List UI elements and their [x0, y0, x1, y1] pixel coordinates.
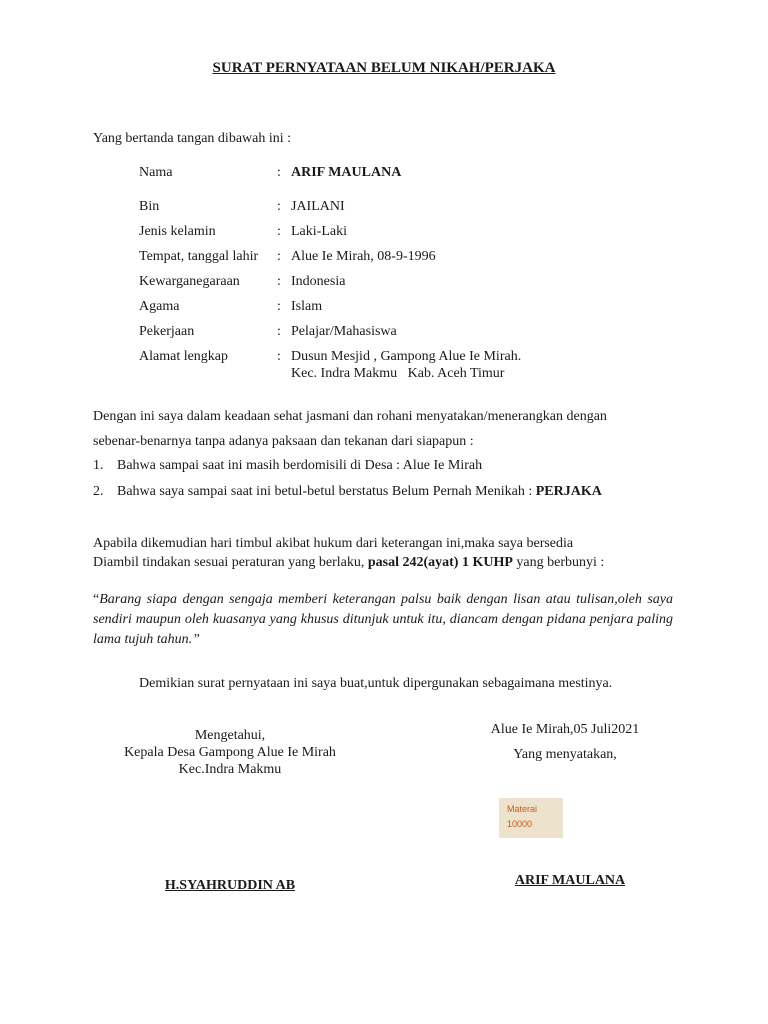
field-kewarganegaraan — [139, 274, 699, 294]
field-label: Tempat, tanggal lahir — [139, 249, 259, 264]
field-colon: : — [277, 249, 281, 264]
field-colon: : — [277, 274, 281, 289]
field-value: ARIF MAULANA — [291, 165, 402, 180]
field-label: Pekerjaan — [139, 324, 195, 339]
document-title: SURAT PERNYATAAN BELUM NIKAH/PERJAKA — [212, 60, 556, 76]
left-line-1: Mengetahui, — [194, 728, 266, 743]
field-tempat-tanggal-lahir — [139, 249, 699, 269]
left-line-3: Kec.Indra Makmu — [178, 762, 282, 777]
place-date: Alue Ie Mirah,05 Juli2021 — [490, 722, 640, 737]
consequence-pre: Diambil tindakan sesuai peraturan yang berlaku, — [93, 555, 368, 570]
pasal-reference: pasal 242(ayat) 1 KUHP — [367, 555, 513, 570]
list-text-main: Bahwa saya sampai saat ini betul-betul berstatus Belum Pernah Menikah : — [117, 484, 536, 499]
field-value: Islam — [291, 299, 323, 314]
field-bin — [139, 199, 699, 219]
left-line-2: Kepala Desa Gampong Alue Ie Mirah — [124, 745, 336, 760]
field-colon: : — [277, 299, 281, 314]
list-item — [93, 484, 675, 504]
field-colon: : — [277, 224, 281, 239]
yang-menyatakan: Yang menyatakan, — [513, 747, 617, 762]
materai-stamp — [499, 798, 563, 838]
quote-open-mark: “ — [93, 592, 100, 607]
field-label: Alamat lengkap — [139, 349, 229, 364]
list-item — [93, 458, 675, 478]
field-colon: : — [277, 165, 281, 180]
field-jenis-kelamin — [139, 224, 699, 244]
field-value: Dusun Mesjid , Gampong Alue Ie Mirah. — [291, 349, 522, 364]
field-agama — [139, 299, 699, 319]
list-text: Bahwa sampai saat ini masih berdomisili di Desa : Alue Ie Mirah — [117, 458, 483, 473]
signatory-left-name: H.SYAHRUDDIN AB — [164, 878, 296, 893]
list-text — [117, 484, 602, 500]
list-number: 1. — [93, 458, 104, 473]
field-alamat-lengkap — [139, 349, 699, 389]
signature-block-left — [90, 727, 370, 778]
stamp-label: Materai — [507, 804, 538, 814]
field-value: Indonesia — [291, 274, 346, 289]
consequence-paragraph — [93, 534, 693, 572]
closing-sentence: Demikian surat pernyataan ini saya buat,untuk dipergunakan sebagaimana mestinya. — [139, 676, 613, 691]
consequence-post: yang berbunyi : — [512, 555, 605, 570]
consequence-line-1: Apabila dikemudian hari timbul akibat hukum dari keterangan ini,maka saya bersedia — [93, 536, 574, 551]
intro-text: Yang bertanda tangan dibawah ini : — [93, 131, 292, 146]
field-pekerjaan — [139, 324, 699, 344]
field-colon: : — [277, 349, 281, 364]
field-value: Laki-Laki — [291, 224, 347, 239]
quote-paragraph — [93, 590, 673, 650]
field-label: Nama — [139, 165, 173, 180]
statement-line-2: sebenar-benarnya tanpa adanya paksaan dan tekanan dari siapapun : — [93, 434, 474, 449]
field-label: Bin — [139, 199, 160, 214]
field-value: Alue Ie Mirah, 08-9-1996 — [291, 249, 436, 264]
field-nama — [139, 165, 699, 185]
stamp-value: 10000 — [507, 819, 533, 829]
statement-line-1: Dengan ini saya dalam keadaan sehat jasmani dan rohani menyatakan/menerangkan dengan — [93, 409, 607, 424]
field-value: JAILANI — [291, 199, 345, 214]
field-colon: : — [277, 324, 281, 339]
field-value-line2: Kec. Indra Makmu Kab. Aceh Timur — [291, 366, 505, 381]
field-colon: : — [277, 199, 281, 214]
field-label: Jenis kelamin — [139, 224, 216, 239]
field-label: Kewarganegaraan — [139, 274, 240, 289]
field-label: Agama — [139, 299, 180, 314]
statement-paragraph — [93, 404, 675, 454]
quote-text: Barang siapa dengan sengaja memberi keterangan palsu baik dengan lisan atau tulisan,oleh saya sendiri maupun oleh kuasanya yang khusus ditunjuk untuk itu, diancam dengan pidana penjara paling lama tujuh tahun. — [93, 592, 673, 647]
consequence-line-2 — [93, 553, 693, 572]
field-value: Pelajar/Mahasiswa — [291, 324, 397, 339]
quote-close-mark: ” — [192, 632, 200, 647]
list-number: 2. — [93, 484, 104, 499]
signatory-right-name: ARIF MAULANA — [514, 873, 626, 888]
list-text-bold: PERJAKA — [535, 484, 602, 499]
